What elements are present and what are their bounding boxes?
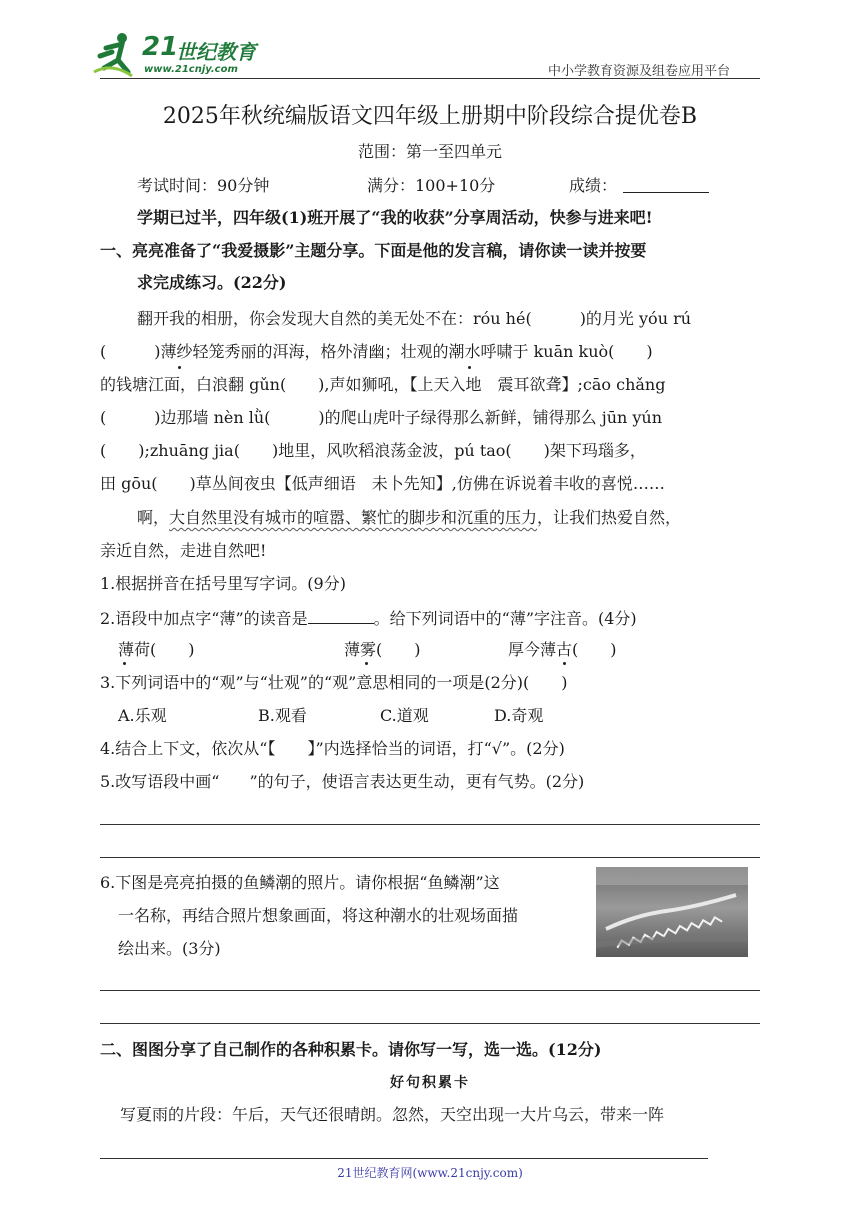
- passage-line: ( )边那墙 nèn lǜ( )的爬山虎叶子绿得那么新鲜，铺得那么 jūn yún: [100, 408, 663, 427]
- q2-word-3: 厚今薄古( ): [508, 640, 617, 659]
- q2-word-1: 薄荷( ): [118, 640, 195, 659]
- exam-full-score: 满分：100+10分: [367, 176, 496, 195]
- section2-heading: 二、图图分享了自己制作的各种积累卡。请你写一写，选一选。(12分): [100, 1040, 602, 1059]
- emphasis-dot: [563, 662, 566, 665]
- header-divider: [100, 78, 760, 79]
- runner-icon: [92, 32, 136, 78]
- passage-line: ( );zhuāng jia( )地里，风吹稻浪荡金波，pú tao( )架下玛瑙多，: [100, 441, 646, 460]
- q2-answer-blank[interactable]: [308, 607, 374, 624]
- answer-line[interactable]: [100, 824, 760, 825]
- passage-para2-line2: 亲近自然，走进自然吧!: [100, 541, 267, 560]
- page-title: 2025年秋统编版语文四年级上册期中阶段综合提优卷B: [162, 104, 698, 129]
- question-4: 4.结合上下文，依次从“【 】”内选择恰当的词语，打“√”。(2分): [100, 739, 565, 758]
- header-logo: [92, 30, 262, 80]
- logo-url: www.21cnjy.com: [144, 64, 238, 75]
- card-title: 好句积累卡: [390, 1075, 470, 1091]
- question-5: [100, 772, 584, 792]
- q6-line: 一名称，再结合照片想象画面，将这种潮水的壮观场面描: [118, 906, 519, 925]
- score-label: 成绩：: [569, 176, 618, 195]
- intro-text: 学期已过半，四年级(1)班开展了“我的收获”分享周活动，快参与进来吧!: [137, 208, 653, 227]
- q2-word-2: 薄雾( ): [344, 640, 421, 659]
- score-blank[interactable]: [623, 176, 709, 193]
- emphasis-dot: [178, 366, 181, 369]
- page-subtitle: 范围：第一至四单元: [357, 142, 502, 161]
- emphasis-dot: [123, 662, 126, 665]
- emphasis-dot: [468, 366, 471, 369]
- section1-heading-line2: 求完成练习。(22分): [137, 273, 287, 292]
- wavy-sentence: 大自然里没有城市的喧嚣、繁忙的脚步和沉重的压力: [169, 508, 538, 527]
- logo-cn: 世纪教育: [176, 40, 256, 64]
- header-right-text: 中小学教育资源及组卷应用平台: [548, 64, 731, 79]
- q2-post: 。给下列词语中的“薄”字注音。(4分): [373, 609, 637, 628]
- emphasis-dot: [365, 662, 368, 665]
- para2-pre: 啊，: [137, 508, 170, 527]
- question-3: 3.下列词语中的“观”与“壮观”的“观”意思相同的一项是(2分)( ): [100, 673, 568, 692]
- logo-number: 21: [142, 32, 179, 62]
- answer-line[interactable]: [100, 1023, 760, 1024]
- passage-para2: [137, 508, 681, 528]
- question-2: [100, 607, 637, 629]
- q2-pre: 2.语段中加点字“薄”的读音是: [100, 609, 308, 628]
- passage-line: 田 gōu( )草丛间夜虫【低声细语 未卜先知】,仿佛在诉说着丰收的喜悦……: [100, 474, 665, 493]
- card-text: 写夏雨的片段：午后，天气还很晴朗。忽然，天空出现一大片乌云，带来一阵: [120, 1105, 665, 1124]
- question-1: 1.根据拼音在括号里写字词。(9分): [100, 574, 346, 593]
- answer-line[interactable]: [100, 857, 760, 858]
- footer-divider: [100, 1158, 708, 1159]
- q3-option-d[interactable]: D.奇观: [494, 706, 544, 725]
- wavy-sample: [219, 772, 249, 792]
- fish-scale-tide-photo: [596, 867, 748, 957]
- answer-line[interactable]: [100, 990, 760, 991]
- passage-line: 翻开我的相册，你会发现大自然的美无处不在：róu hé( )的月光 yóu rú: [137, 309, 692, 328]
- q3-option-c[interactable]: C.道观: [380, 706, 429, 725]
- passage-line: 的钱塘江面，白浪翻 gǔn( ),声如狮吼，【上天入地 震耳欲聋】;cāo chǎng: [100, 375, 666, 394]
- para2-post: ，让我们热爱自然，: [537, 508, 682, 527]
- q6-line: 6.下图是亮亮拍摄的鱼鳞潮的照片。请你根据“鱼鳞潮”这: [100, 873, 500, 892]
- q3-option-b[interactable]: B.观看: [258, 706, 307, 725]
- footer-text: 21世纪教育网(www.21cnjy.com): [337, 1166, 523, 1180]
- exam-time: 考试时间：90分钟: [137, 176, 270, 195]
- q6-line: 绘出来。(3分): [118, 939, 221, 958]
- q5-post: ”的句子，使语言表达更生动，更有气势。(2分): [249, 772, 585, 791]
- passage-line: ( )薄纱轻笼秀丽的洱海，格外清幽；壮观的潮水呼啸于 kuān kuò( ): [100, 342, 653, 361]
- q3-option-a[interactable]: A.乐观: [118, 706, 167, 725]
- q5-pre: 5.改写语段中画“: [100, 772, 220, 791]
- section1-heading-line1: 一、亮亮准备了“我爱摄影”主题分享。下面是他的发言稿，请你读一读并按要: [100, 241, 647, 260]
